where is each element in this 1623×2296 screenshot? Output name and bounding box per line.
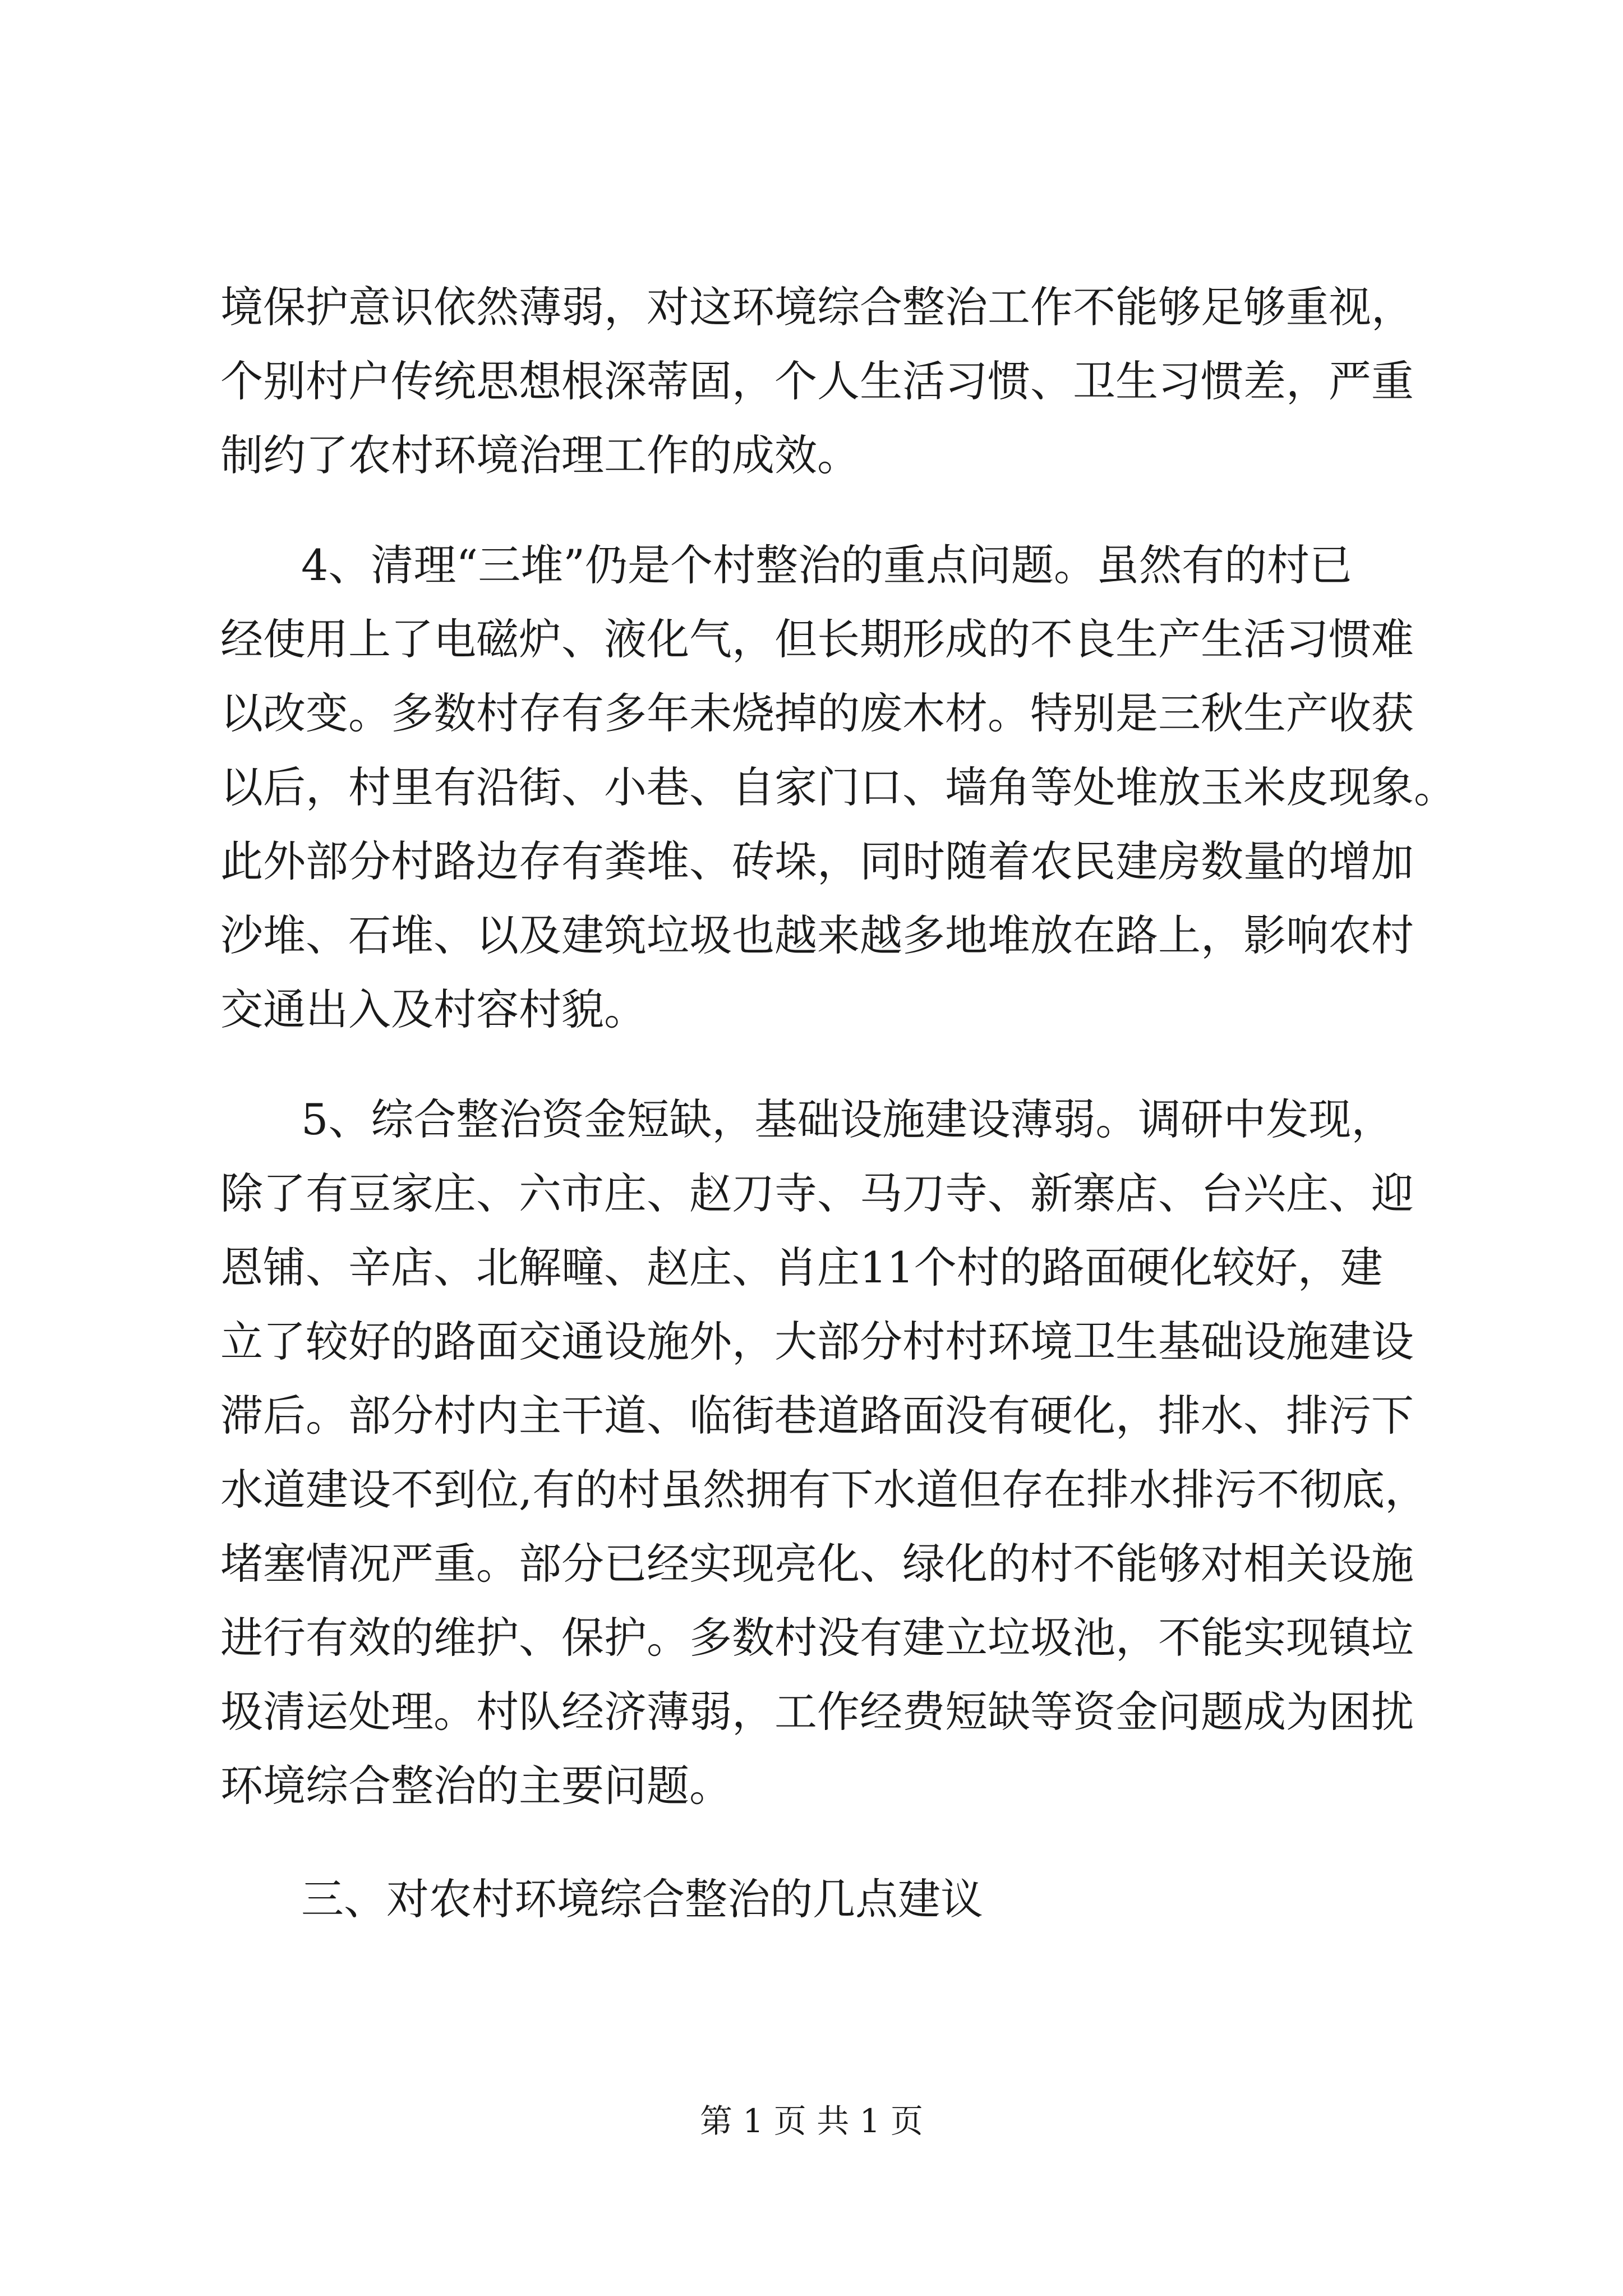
body-text-line: 交通出入及村容村貌。 xyxy=(220,984,647,1034)
body-text-line: 境保护意识依然薄弱，对这环境综合整治工作不能够足够重视， xyxy=(220,282,1414,332)
body-text-line: 以后，村里有沿街、小巷、自家门口、墙角等处堆放玉米皮现象。 xyxy=(220,762,1456,812)
body-text-line: 进行有效的维护、保护。多数村没有建立垃圾池，不能实现镇垃 xyxy=(220,1613,1414,1663)
body-text-line: 滞后。部分村内主干道、临街巷道路面没有硬化，排水、排污下 xyxy=(220,1391,1414,1441)
body-text-line: 沙堆、石堆、以及建筑垃圾也越来越多地堆放在路上，影响农村 xyxy=(220,910,1414,960)
body-text-line: 此外部分村路边存有粪堆、砖垛，同时随着农民建房数量的增加 xyxy=(220,836,1414,886)
section-heading: 三、对农村环境综合整治的几点建议 xyxy=(301,1874,983,1924)
body-text-line: 水道建设不到位,有的村虽然拥有下水道但存在排水排污不彻底， xyxy=(220,1465,1428,1515)
paragraph-5-first-line: 5、综合整治资金短缺，基础设施建设薄弱。调研中发现， xyxy=(301,1094,1394,1144)
body-text-line: 恩铺、辛店、北解疃、赵庄、肖庄11个村的路面硬化较好，建 xyxy=(220,1243,1383,1292)
body-text-line: 堵塞情况严重。部分已经实现亮化、绿化的村不能够对相关设施 xyxy=(220,1539,1414,1589)
body-text-line: 以改变。多数村存有多年未烧掉的废木材。特别是三秋生产收获 xyxy=(220,688,1414,738)
body-text-line: 除了有豆家庄、六市庄、赵刀寺、马刀寺、新寨店、台兴庄、迎 xyxy=(220,1168,1414,1218)
page-footer: 第 1 页 共 1 页 xyxy=(700,2102,923,2140)
body-text-line: 制约了农村环境治理工作的成效。 xyxy=(220,430,860,480)
body-text-line: 圾清运处理。村队经济薄弱，工作经费短缺等资金问题成为困扰 xyxy=(220,1687,1414,1737)
body-text-line: 个别村户传统思想根深蒂固，个人生活习惯、卫生习惯差，严重 xyxy=(220,356,1414,406)
body-text-line: 经使用上了电磁炉、液化气，但长期形成的不良生产生活习惯难 xyxy=(220,614,1414,664)
body-text-line: 立了较好的路面交通设施外，大部分村村环境卫生基础设施建设 xyxy=(220,1317,1414,1366)
paragraph-4-first-line: 4、清理“三堆”仍是个村整治的重点问题。虽然有的村已 xyxy=(301,540,1353,590)
body-text-line: 环境综合整治的主要问题。 xyxy=(220,1761,732,1811)
